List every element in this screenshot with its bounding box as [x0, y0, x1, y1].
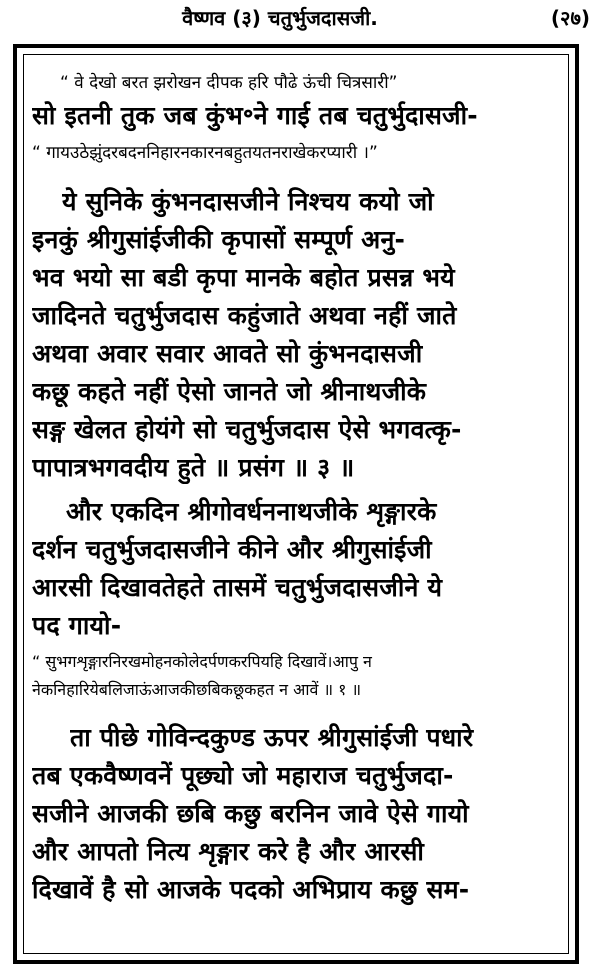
text-line: पद गायो- [32, 611, 122, 640]
verse-line: नेकनिहारियेबलिजाऊंआजकीछबिकछूकहत न आवें ॥ १ ॥ [32, 680, 362, 699]
text-line: आरसी दिखावतेहते तासमें चतुर्भुजदासजीने ये [32, 573, 443, 602]
text-line: सजीने आजकी छबि कछु बरनिन जावे ऐसे गायो [32, 799, 469, 828]
text-line: इनकुं श्रीगुसांईजीकी कृपासों सम्पूर्ण अनु- [32, 225, 406, 254]
text-line: तब एकवैष्णवनें पूछ्यो जो महाराज चतुर्भुजदा- [32, 761, 454, 790]
text-line: ये सुनिके कुंभनदासजीने निश्चय कयो जो [62, 187, 434, 216]
text-line: सो इतनी तुक जब कुंभ॰ने गाई तब चतुर्भुदासजी- [32, 101, 478, 130]
text-line: कछू कहते नहीं ऐसो जानते जो श्रीनाथजीके [32, 377, 427, 406]
quote-line: “ गायउठेझुंदरबदननिहारनकारनबहुतयतनराखेकरप्यारी ।” [32, 143, 378, 163]
text-line: सङ्ग खेलत होयंगे सो चतुर्भुजदास ऐसे भगवत्कृ- [32, 415, 462, 444]
text-line: अथवा अवार सवार आवते सो कुंभनदासजी [32, 339, 423, 368]
page-header [0, 0, 600, 42]
text-line: जादिनते चतुर्भुजदास कहुंजाते अथवा नहीं जाते [32, 301, 457, 330]
verse-line: “ सुभगशृङ्गारनिरखमोहनकोलेदर्पणकरपियहि दिखावें।आपु न [32, 652, 372, 671]
quote-line: “ वे देखो बरत झरोखन दीपक हरि पौढे ऊंची चित्रसारी” [60, 73, 398, 93]
text-line: और एकदिन श्रीगोवर्धननाथजीके शृङ्गारके [66, 497, 437, 526]
text-line: दर्शन चतुर्भुजदासजीने कीने और श्रीगुसांईजी [32, 535, 432, 564]
text-line: और आपतो नित्य शृङ्गार करे है और आरसी [32, 837, 425, 866]
page-number: (२७) [550, 6, 590, 30]
text-line: दिखावें है सो आजके पदको अभिप्राय कछु सम- [32, 875, 470, 904]
text-line: पापात्रभगवदीय हुते ॥ प्रसंग ॥ ३ ॥ [32, 453, 355, 482]
text-line: भव भयो सा बडी कृपा मानके बहोत प्रसन्न भये [32, 263, 455, 292]
text-line: ता पीछे गोविन्दकुण्ड ऊपर श्रीगुसांईजी पधारे [70, 723, 474, 752]
running-title: वैष्णव (३) चतुर्भुजदासजी. [182, 6, 378, 30]
